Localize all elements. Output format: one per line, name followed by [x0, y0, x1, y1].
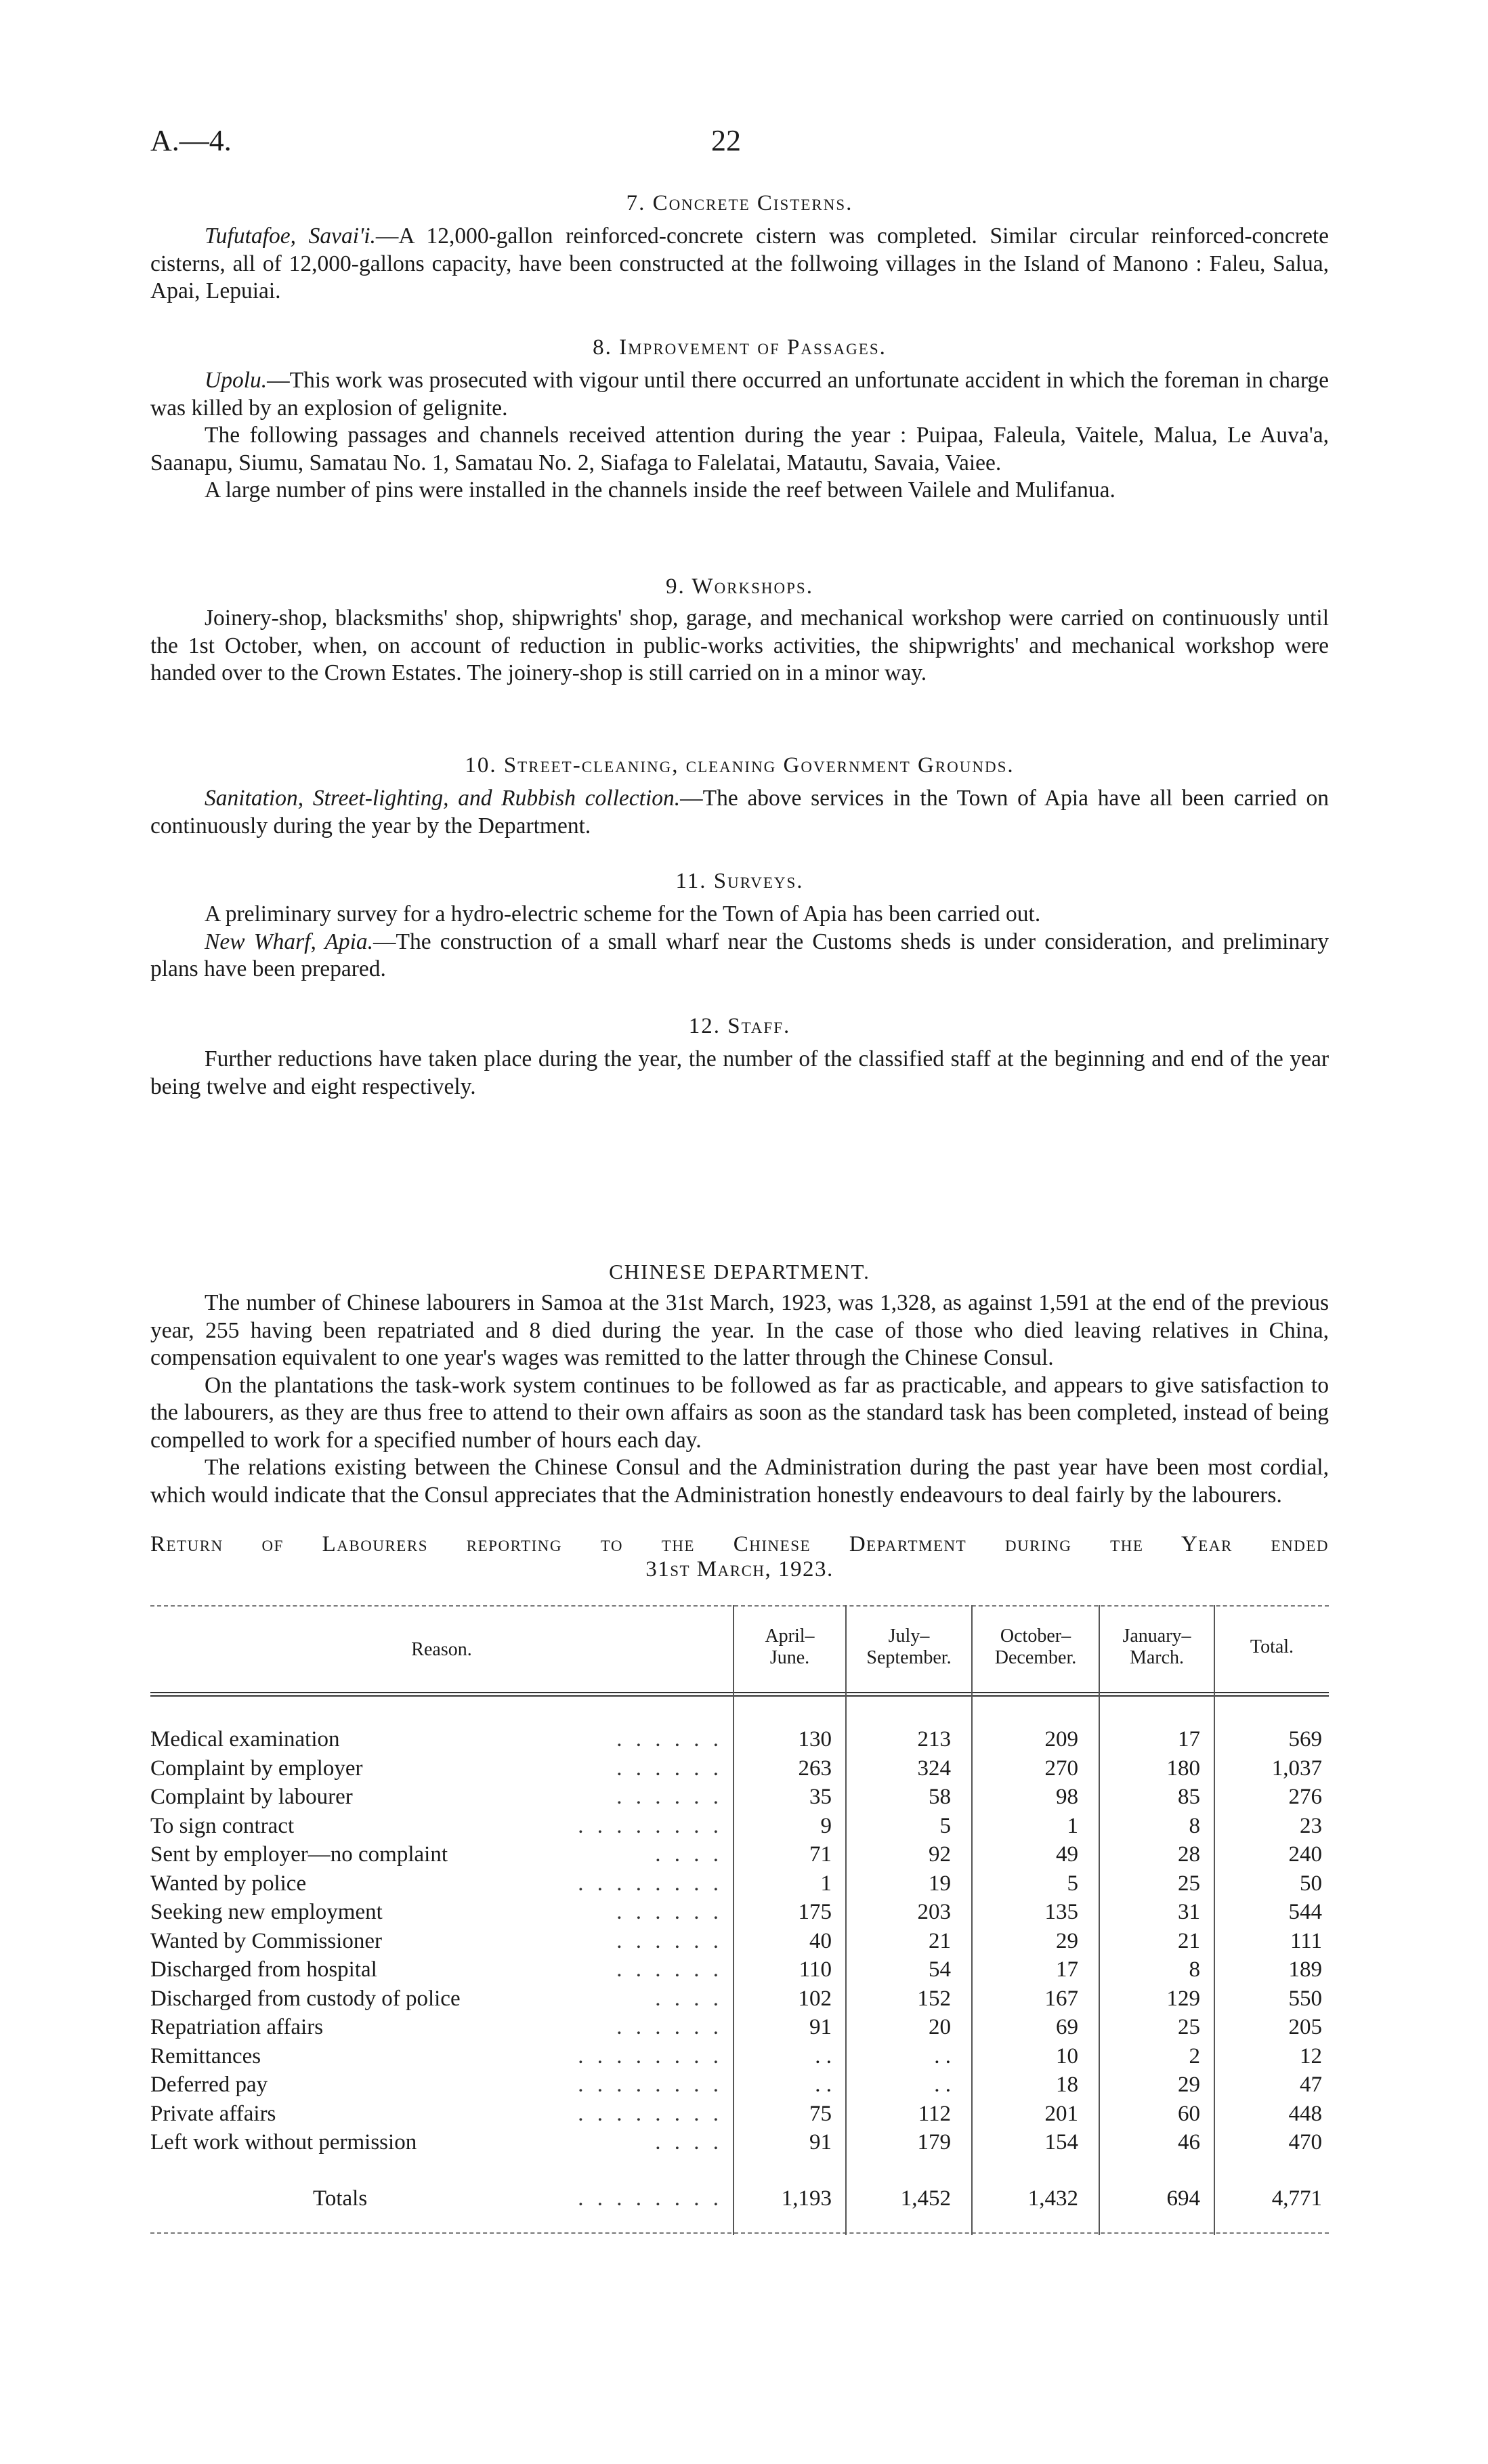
column-divider — [1099, 1605, 1100, 2235]
leader-dots: . . . . — [655, 2130, 723, 2154]
cell-total: 23 — [1300, 1813, 1322, 1838]
cell-q4: 8 — [1189, 1813, 1200, 1838]
lead-in: Sanitation, Street-lighting, and Rubbish collection. — [205, 786, 681, 811]
cell-q2: 112 — [918, 2101, 951, 2126]
leader-dots: . . . . . . . . — [578, 1813, 723, 1838]
row-reason: Complaint by employer — [150, 1756, 363, 1781]
leader-dots: . . . . . . — [616, 1727, 723, 1751]
cell-q1: 91 — [809, 2015, 832, 2039]
paragraph: A large number of pins were installed in the channels inside the reef between Vailele and Mulifanua. — [205, 477, 1115, 503]
cell-q1: 35 — [809, 1785, 832, 1809]
cell-q3: 49 — [1056, 1842, 1078, 1867]
leader-dots: . . . . . . — [616, 1756, 723, 1781]
cell-q2: . . — [934, 2043, 951, 2068]
row-reason: Complaint by labourer — [150, 1785, 353, 1809]
header-rule — [150, 1692, 1329, 1693]
leader-dots: . . . . . . — [616, 1900, 723, 1924]
paragraph: Sanitation, Street-lighting, and Rubbish collection.—The above services in the Town of Apia have all been carried on continuously during the year by the Department. — [150, 786, 1329, 838]
section-heading: CHINESE DEPARTMENT. — [609, 1260, 870, 1283]
row-reason: Wanted by Commissioner — [150, 1928, 382, 1953]
cell-q4: 180 — [1166, 1756, 1200, 1781]
section-concrete-cisterns — [150, 191, 1329, 305]
column-header-total: Total. — [1250, 1636, 1294, 1657]
leader-dots: . . . . . . . . — [578, 2101, 723, 2126]
cell-q1: 175 — [798, 1900, 832, 1924]
cell-q3: 209 — [1044, 1727, 1078, 1751]
cell-q2: 58 — [929, 1785, 951, 1809]
cell-q1: . . — [815, 2043, 832, 2068]
cell-q2: 324 — [917, 1756, 951, 1781]
column-header-january-march: January– March. — [1122, 1626, 1191, 1668]
totals-label: Totals — [313, 2186, 368, 2211]
paragraph: A preliminary survey for a hydro-electric scheme for the Town of Apia has been carried out. — [205, 901, 1041, 927]
cell-total: 189 — [1288, 1957, 1322, 1982]
cell-q1: 71 — [809, 1842, 832, 1867]
cell-q1: 91 — [809, 2130, 832, 2154]
section-heading: 12. Staff. — [688, 1014, 791, 1038]
cell-q3: 1 — [1067, 1813, 1078, 1838]
cell-q4: 46 — [1178, 2130, 1200, 2154]
cell-q4: 17 — [1178, 1727, 1200, 1751]
cell-q3: 167 — [1044, 1986, 1078, 2011]
column-divider — [1214, 1605, 1215, 2235]
row-reason: Medical examination — [150, 1727, 340, 1751]
cell-q2: 92 — [929, 1842, 951, 1867]
cell-total: 47 — [1300, 2073, 1322, 2097]
cell-q3: 10 — [1056, 2043, 1078, 2068]
cell-q4: 60 — [1178, 2101, 1200, 2126]
cell-q4: 85 — [1178, 1785, 1200, 1809]
cell-total: 569 — [1288, 1727, 1322, 1751]
row-reason: Sent by employer—no complaint — [150, 1842, 448, 1867]
cell-total: 276 — [1288, 1785, 1322, 1809]
cell-total: 12 — [1300, 2043, 1322, 2068]
leader-dots: . . . . . . . . — [578, 2043, 723, 2068]
leader-dots: . . . . . . — [616, 1785, 723, 1809]
cell-q1: . . — [815, 2073, 832, 2097]
cell-q3: 1,432 — [1027, 2186, 1078, 2211]
leader-dots: . . . . — [655, 1842, 723, 1867]
cell-q4: 129 — [1166, 1986, 1200, 2011]
cell-q2: 179 — [917, 2130, 951, 2154]
row-reason: Wanted by police — [150, 1871, 307, 1896]
page-number: 22 — [711, 124, 741, 157]
cell-q1: 1,193 — [781, 2186, 832, 2211]
cell-q2: 5 — [939, 1813, 951, 1838]
section-surveys — [150, 869, 1329, 983]
paragraph: Joinery-shop, blacksmiths' shop, shipwrights' shop, garage, and mechanical workshop were carried on continuously until the 1st October, when, on account of reduction in public-works activities, the shipwrights' and mechanical workshop were handed over to the Crown Estates. The joinery-shop is still carried on in a minor way. — [150, 606, 1329, 685]
cell-q3: 154 — [1044, 2130, 1078, 2154]
cell-total: 1,037 — [1271, 1756, 1322, 1781]
row-reason: Discharged from custody of police — [150, 1986, 461, 2011]
header-rule-double — [150, 1695, 1329, 1697]
cell-q1: 75 — [809, 2101, 832, 2126]
cell-q1: 102 — [798, 1986, 832, 2011]
cell-q2: . . — [934, 2073, 951, 2097]
paragraph: Tufutafoe, Savai'i.—A 12,000-gallon reinforced-concrete cistern was completed. Similar circular reinforced-concrete cisterns, all of 12,000-gallons capacity, have been constructed at the follwoing villages in the Island of Manono : Faleu, Salua, Apai, Lepuiai. — [150, 224, 1329, 303]
column-header-october-december: October– December. — [994, 1626, 1077, 1668]
table-subtitle: 31st March, 1923. — [645, 1557, 834, 1581]
section-heading: 10. Street-cleaning, cleaning Government Grounds. — [465, 753, 1015, 778]
cell-total: 240 — [1288, 1842, 1322, 1867]
section-heading: 8. Improvement of Passages. — [593, 335, 887, 360]
paragraph: Upolu.—This work was prosecuted with vigour until there occurred an unfortunate accident in which the foreman in charge was killed by an explosion of gelignite. — [150, 368, 1329, 421]
section-chinese-department — [150, 1260, 1329, 1509]
cell-total: 111 — [1290, 1928, 1322, 1953]
document-reference: A.—4. — [150, 124, 232, 157]
cell-q1: 263 — [798, 1756, 832, 1781]
column-header-reason: Reason. — [411, 1639, 472, 1660]
cell-q2: 1,452 — [900, 2186, 951, 2211]
cell-q2: 20 — [929, 2015, 951, 2039]
paragraph: The following passages and channels received attention during the year : Puipaa, Faleula, Vaitele, Malua, Le Auva'a, Saanapu, Siumu, Samatau No. 1, Samatau No. 2, Siafaga to Falelatai, Matautu, Savaia, Vaiee. — [150, 423, 1329, 475]
cell-q3: 18 — [1056, 2073, 1078, 2097]
lead-in: Upolu. — [205, 368, 268, 393]
cell-q2: 203 — [917, 1900, 951, 1924]
cell-q4: 25 — [1178, 1871, 1200, 1896]
table-bottom-rule — [150, 2232, 1329, 2234]
cell-total: 470 — [1288, 2130, 1322, 2154]
cell-q1: 1 — [820, 1871, 832, 1896]
row-reason: Deferred pay — [150, 2073, 268, 2097]
leader-dots: . . . . — [655, 1986, 723, 2011]
leader-dots: . . . . . . . . — [578, 2186, 723, 2211]
cell-q4: 25 — [1178, 2015, 1200, 2039]
section-workshops — [150, 574, 1329, 687]
cell-q1: 40 — [809, 1928, 832, 1953]
cell-total: 544 — [1288, 1900, 1322, 1924]
cell-q3: 270 — [1044, 1756, 1078, 1781]
column-header-july-september: July– September. — [866, 1626, 952, 1668]
cell-q3: 135 — [1044, 1900, 1078, 1924]
row-reason: Seeking new employment — [150, 1900, 383, 1924]
cell-q1: 9 — [820, 1813, 832, 1838]
paragraph: Further reductions have taken place during the year, the number of the classified staff at the beginning and end of the year being twelve and eight respectively. — [150, 1046, 1329, 1099]
cell-total: 4,771 — [1271, 2186, 1322, 2211]
column-header-april-june: April– June. — [765, 1626, 815, 1668]
cell-q3: 29 — [1056, 1928, 1078, 1953]
cell-q2: 152 — [917, 1986, 951, 2011]
cell-q4: 29 — [1178, 2073, 1200, 2097]
table-top-rule — [150, 1605, 1329, 1607]
section-heading: 11. Surveys. — [675, 869, 804, 893]
paragraph: On the plantations the task-work system continues to be followed as far as practicable, and appears to give satisfaction to the labourers, as they are thus free to attend to their own affairs as soon as the standard task has been completed, instead of being compelled to work for a specified number of hours each day. — [150, 1372, 1329, 1453]
column-divider — [733, 1605, 734, 2235]
cell-q3: 98 — [1056, 1785, 1078, 1809]
row-reason: To sign contract — [150, 1813, 295, 1838]
row-reason: Repatriation affairs — [150, 2015, 324, 2039]
cell-total: 550 — [1288, 1986, 1322, 2011]
cell-q1: 130 — [798, 1727, 832, 1751]
paragraph: The relations existing between the Chinese Consul and the Administration during the past year have been most cordial, which would indicate that the Consul appreciates that the Administration honestly endeavours to deal fairly by the labourers. — [150, 1455, 1329, 1508]
cell-q4: 21 — [1178, 1928, 1200, 1953]
section-street-cleaning — [150, 753, 1329, 840]
leader-dots: . . . . . . — [616, 1957, 723, 1982]
paragraph: New Wharf, Apia.—The construction of a small wharf near the Customs sheds is under consideration, and preliminary plans have been prepared. — [150, 929, 1329, 981]
row-reason: Remittances — [150, 2043, 261, 2068]
cell-total: 448 — [1288, 2101, 1322, 2126]
leader-dots: . . . . . . — [616, 1928, 723, 1953]
cell-q4: 8 — [1189, 1957, 1200, 1982]
cell-q3: 17 — [1056, 1957, 1078, 1982]
leader-dots: . . . . . . . . — [578, 2073, 723, 2097]
row-reason: Private affairs — [150, 2101, 276, 2126]
cell-q3: 69 — [1056, 2015, 1078, 2039]
section-staff — [150, 1014, 1329, 1101]
lead-in: Tufutafoe, Savai'i. — [205, 224, 376, 249]
table-title: Return of Labourers reporting to the Chinese Department during the Year ended — [150, 1532, 1329, 1556]
section-heading: 9. Workshops. — [666, 574, 813, 599]
cell-q4: 31 — [1178, 1900, 1200, 1924]
cell-q3: 5 — [1067, 1871, 1078, 1896]
cell-total: 50 — [1300, 1871, 1322, 1896]
cell-q4: 694 — [1166, 2186, 1200, 2211]
leader-dots: . . . . . . . . — [578, 1871, 723, 1896]
section-improvement-of-passages — [150, 335, 1329, 505]
section-heading: 7. Concrete Cisterns. — [626, 191, 853, 215]
cell-q2: 19 — [929, 1871, 951, 1896]
cell-total: 205 — [1288, 2015, 1322, 2039]
leader-dots: . . . . . . — [616, 2015, 723, 2039]
table-caption — [150, 1532, 1329, 1582]
row-reason: Discharged from hospital — [150, 1957, 377, 1982]
column-divider — [971, 1605, 973, 2235]
cell-q3: 201 — [1044, 2101, 1078, 2126]
cell-q2: 213 — [917, 1727, 951, 1751]
cell-q1: 110 — [799, 1957, 832, 1982]
cell-q4: 28 — [1178, 1842, 1200, 1867]
cell-q4: 2 — [1189, 2043, 1200, 2068]
cell-q2: 21 — [929, 1928, 951, 1953]
labourers-table — [150, 1605, 1329, 2235]
paragraph: The number of Chinese labourers in Samoa at the 31st March, 1923, was 1,328, as against 1,591 at the end of the previous year, 255 having been repatriated and 8 died during the year. In the case of those who died leaving relatives in China, compensation equivalent to one year's wages was remitted to the latter through the Chinese Consul. — [150, 1290, 1329, 1370]
cell-q2: 54 — [929, 1957, 951, 1982]
column-divider — [845, 1605, 847, 2235]
row-reason: Left work without permission — [150, 2130, 417, 2154]
lead-in: New Wharf, Apia. — [205, 929, 373, 954]
